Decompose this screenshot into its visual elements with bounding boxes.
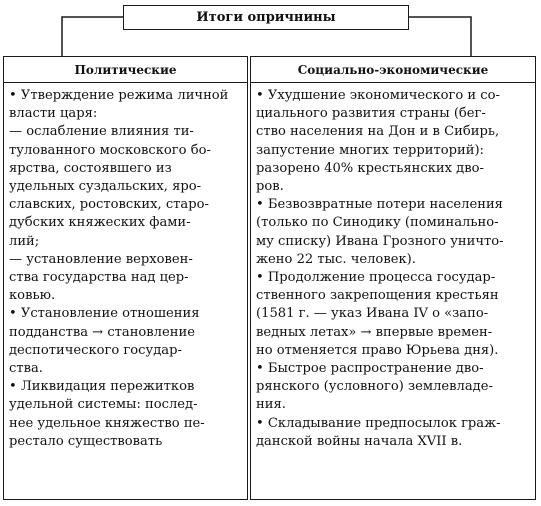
socioeconomic-header [250, 56, 536, 82]
text-line: удельных суздальских, яро- [9, 179, 202, 195]
text-line: запустение многих территорий): [256, 142, 484, 158]
text-line: но отменяется право Юрьева дня). [256, 342, 499, 358]
text-line: • Безвозвратные потери населения [256, 197, 503, 213]
text-line: • Установление отношения [9, 306, 200, 322]
text-line: (только по Синодику (поминально- [256, 215, 499, 231]
text-line: ярства, состоявшего из [9, 160, 172, 176]
connector-right [409, 17, 471, 56]
text-line: славских, ростовских, старо- [9, 197, 209, 213]
text-line: • Продолжение процесса государ- [256, 270, 496, 286]
text-line: удельной системы: послед- [9, 397, 198, 413]
text-line: ров. [256, 179, 284, 195]
text-line: деспотического государ- [9, 342, 182, 358]
text-line: рестало существовать [9, 433, 163, 449]
text-line: рянского (условного) землевладе- [256, 379, 493, 395]
text-line: — установление верховен- [9, 251, 193, 267]
text-line: ственного закрепощения крестьян [256, 288, 499, 304]
text-line: нее удельное княжество пе- [9, 415, 205, 431]
diagram-title-text: Итоги опричнины [196, 10, 336, 25]
diagram-title [123, 5, 409, 30]
text-line: разорено 40% крестьянских дво- [256, 160, 484, 176]
text-line: подданства → становление [9, 324, 195, 340]
socioeconomic-header-text: Социально-экономические [297, 62, 489, 77]
text-line: ства государства над цер- [9, 270, 189, 286]
text-line: ство населения на Дон и в Сибирь, [256, 124, 500, 140]
text-line: ства. [9, 361, 43, 377]
text-line: • Складывание предпосылок граж- [256, 415, 501, 431]
text-line: му списку) Ивана Грозного уничто- [256, 233, 504, 249]
text-line: лий; [9, 233, 40, 249]
text-line: ведных летах» → впервые времен- [256, 324, 493, 340]
text-line: тулованного московского бо- [9, 142, 211, 158]
text-line: ния. [256, 397, 286, 413]
text-line: • Ухудшение экономического и со- [256, 88, 500, 103]
political-results-list [3, 82, 248, 500]
text-line: дубских княжеских фами- [9, 215, 191, 231]
text-line: • Быстрое распространение дво- [256, 361, 484, 377]
text-line: власти царя: [9, 106, 98, 122]
text-line: — ослабление влияния ти- [9, 124, 194, 140]
text-line: • Ликвидация пережитков [9, 379, 195, 395]
text-line: данской войны начала XVII в. [256, 433, 463, 449]
socioeconomic-results-list [250, 82, 536, 500]
connector-left [62, 17, 123, 56]
text-line: жено 22 тыс. человек). [256, 251, 416, 267]
text-line: ковью. [9, 288, 56, 304]
text-line: циального развития страны (бег- [256, 106, 486, 122]
political-header [3, 56, 248, 82]
political-header-text: Политические [74, 62, 177, 77]
text-line: • Утверждение режима личной [9, 88, 229, 103]
text-line: (1581 г. — указ Ивана IV о «запо- [256, 306, 489, 322]
